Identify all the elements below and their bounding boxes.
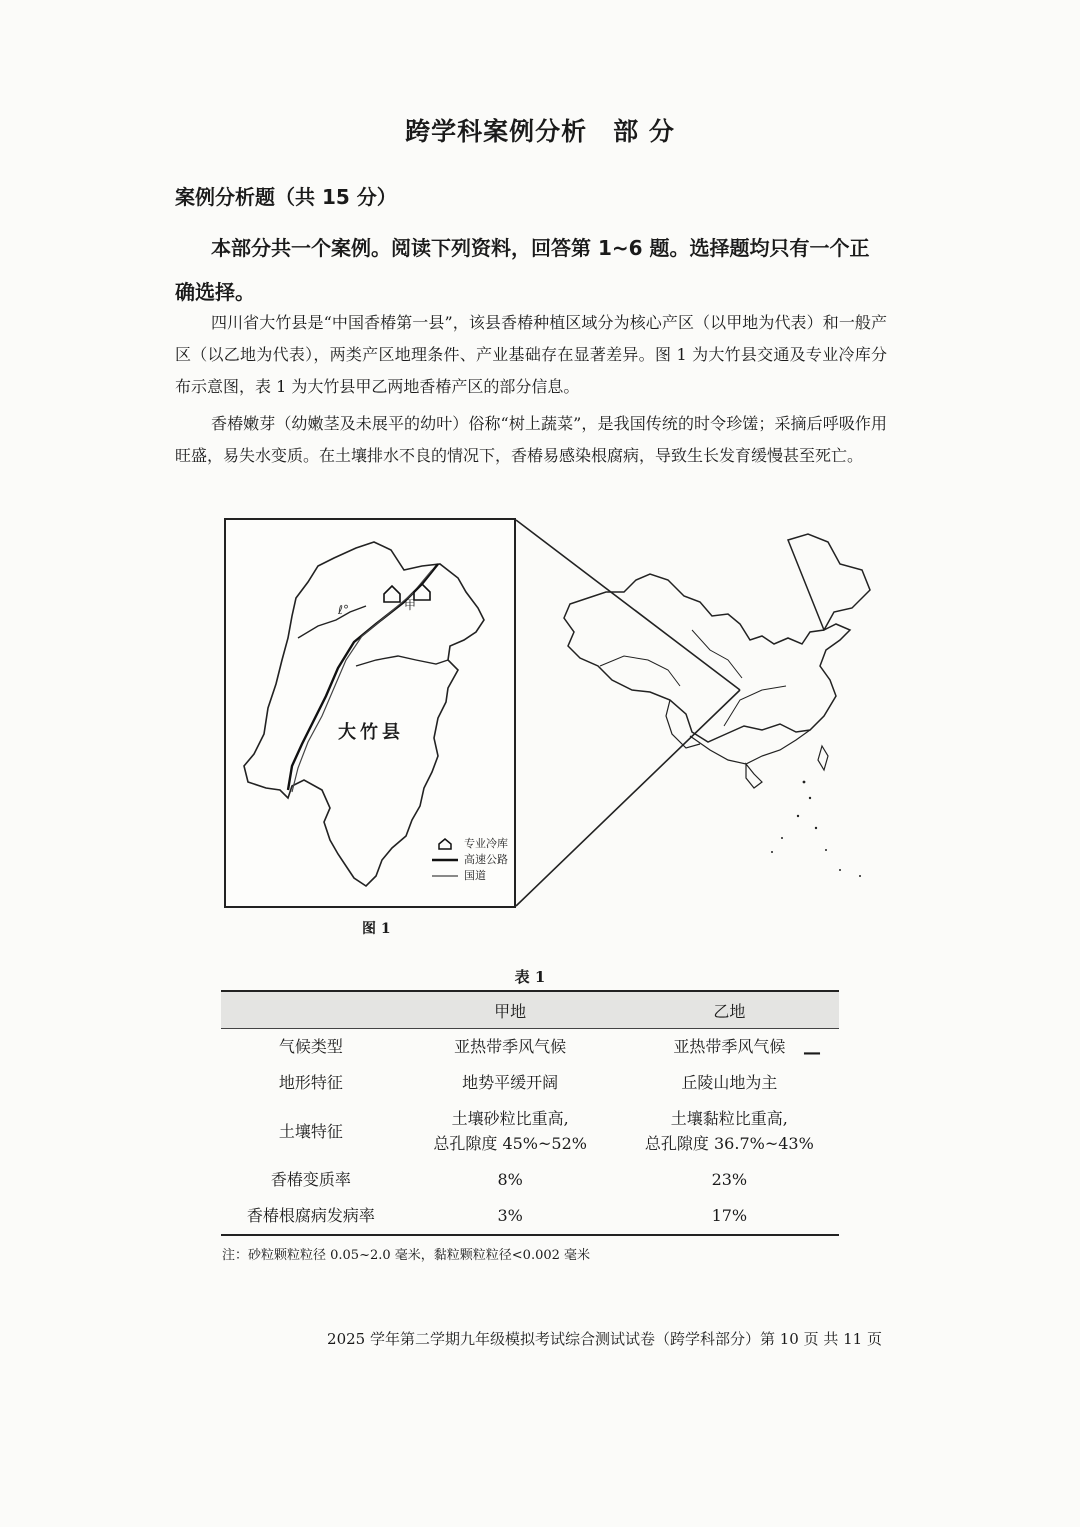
table-row xyxy=(221,1065,839,1101)
info-table xyxy=(221,990,839,1236)
header-cell: 乙地 xyxy=(620,991,839,1029)
cell-yi xyxy=(620,1101,839,1162)
cell-jia: 地势平缓开阔 xyxy=(462,1073,559,1092)
row-label: 香椿根腐病发病率 xyxy=(221,1198,401,1235)
cold-storage-legend-icon xyxy=(432,838,458,850)
header-cell: 甲地 xyxy=(401,991,620,1029)
page-title: 跨学科案例分析 部 分 xyxy=(405,117,675,146)
county-label: 大竹县 xyxy=(338,722,404,743)
table-row xyxy=(221,1198,839,1235)
legend-row-cold-storage xyxy=(432,836,508,852)
svg-text:ℓ°: ℓ° xyxy=(338,603,349,617)
cell-line: 总孔隙度 36.7%~43% xyxy=(644,1134,814,1153)
row-label: 气候类型 xyxy=(278,1037,343,1056)
row-label: 地形特征 xyxy=(278,1073,343,1092)
cell-jia: 3% xyxy=(401,1198,620,1235)
row-label: 香椿变质率 xyxy=(270,1170,351,1189)
cell-yi: 丘陵山地为主 xyxy=(681,1073,778,1092)
cell-yi: 23% xyxy=(711,1170,748,1189)
legend-label: 国道 xyxy=(464,869,486,882)
china-outline-map xyxy=(540,520,880,890)
page-footer: 2025 学年第二学期九年级模拟考试综合测试试卷（跨学科部分）第 10 页 共 11 页 xyxy=(327,1330,882,1348)
figure-caption: 图 1 xyxy=(362,921,391,937)
table-row xyxy=(221,1162,839,1198)
map-legend xyxy=(432,836,508,884)
expressway-legend-line xyxy=(432,854,458,866)
legend-row-boundary xyxy=(432,868,508,884)
table-header-row xyxy=(221,991,839,1029)
row-label: 土壤特征 xyxy=(278,1121,343,1141)
table-caption: 表 1 xyxy=(514,968,546,986)
dash-mark: — xyxy=(803,1042,821,1063)
cell-jia xyxy=(401,1101,620,1162)
cell-yi: 亚热带季风气候 xyxy=(673,1037,786,1056)
case-paragraph-1: 四川省大竹县是“中国香椿第一县”，该县香椿种植区域分为核心产区（以甲地为代表）和一般产区（以乙地为代表），两类产区地理条件、产业基础存在显著差异。图 1 为大竹县交通及专业冷库分布示意图，表 1 为大竹县甲乙两地香椿产区的部分信息。 xyxy=(175,313,887,396)
cell-jia: 8% xyxy=(497,1170,523,1189)
boundary-legend-line xyxy=(432,870,458,882)
section-title: 案例分析题（共 15 分） xyxy=(175,185,397,209)
header-cell xyxy=(221,991,401,1029)
legend-label: 专业冷库 xyxy=(464,837,508,850)
table-row xyxy=(221,1029,839,1066)
place-label-jia: 甲 xyxy=(404,598,417,612)
table-row xyxy=(221,1101,839,1162)
table-note: 注：砂粒颗粒粒径 0.05~2.0 毫米，黏粒颗粒粒径<0.002 毫米 xyxy=(222,1248,591,1263)
legend-row-expressway xyxy=(432,852,508,868)
cell-line: 土壤黏粒比重高, xyxy=(670,1109,788,1128)
case-paragraph-2: 香椿嫩芽（幼嫩茎及未展平的幼叶）俗称“树上蔬菜”，是我国传统的时令珍馐；采摘后呼吸作用旺盛，易失水变质。在土壤排水不良的情况下，香椿易感染根腐病，导致生长发育缓慢甚至死亡。 xyxy=(175,414,887,465)
cell-line: 土壤砂粒比重高, xyxy=(451,1109,569,1128)
cell-yi: 17% xyxy=(620,1198,839,1235)
cell-jia: 亚热带季风气候 xyxy=(454,1037,567,1056)
cell-line: 总孔隙度 45%~52% xyxy=(433,1134,587,1153)
legend-label: 高速公路 xyxy=(464,853,508,866)
instructions: 本部分共一个案例。阅读下列资料，回答第 1~6 题。选择题均只有一个正确选择。 xyxy=(175,236,870,304)
